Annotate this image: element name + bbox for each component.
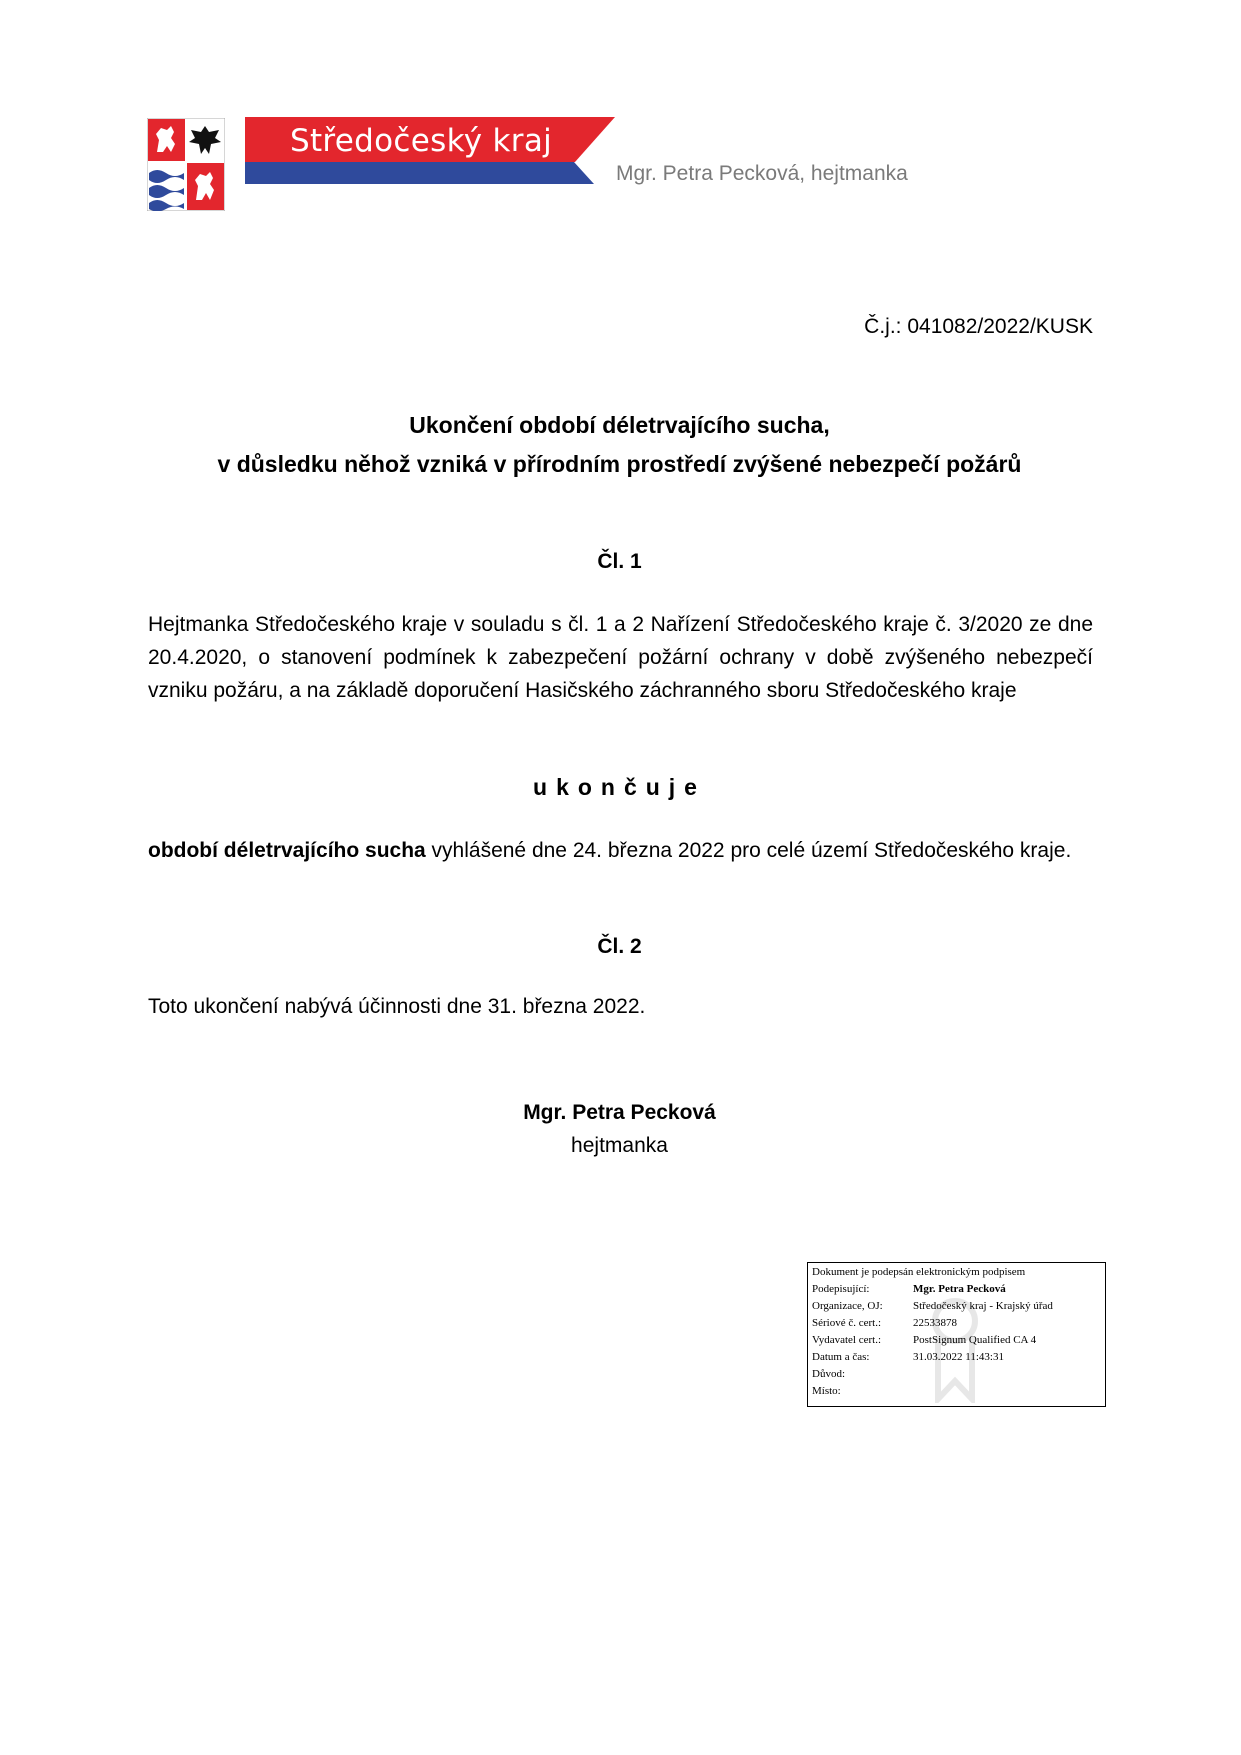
header-subtitle: Mgr. Petra Pecková, hejtmanka [616, 162, 908, 185]
esign-label: Organizace, OJ: [812, 1300, 883, 1312]
esign-heading: Dokument je podepsán elektronickým podpisem [812, 1266, 1026, 1278]
esign-label: Datum a čas: [812, 1351, 870, 1363]
coat-of-arms-logo [147, 118, 225, 211]
reference-number: Č.j.: 041082/2022/KUSK [864, 315, 1093, 338]
decision-statement [148, 834, 1093, 867]
decision-subject: období déletrvajícího sucha [148, 839, 426, 862]
decision-word: ukončuje [533, 774, 706, 800]
article-1-text: Hejtmanka Středočeského kraje v souladu s čl. 1 a 2 Nařízení Středočeského kraje č. 3/2020 ze dne 20.4.2020, o stanovení podmínek k zabezpečení požární ochrany v době zvýšeného nebezpečí vzniku požáru, a na základě doporučení Hasičského záchranného sboru Středočeského kraje [148, 613, 1093, 702]
article-1-heading: Čl. 1 [597, 550, 642, 573]
esign-value: PostSignum Qualified CA 4 [913, 1334, 1037, 1346]
esign-value: Středočeský kraj - Krajský úřad [913, 1300, 1053, 1312]
esign-label: Vydavatel cert.: [812, 1334, 882, 1346]
esign-label: Důvod: [812, 1368, 845, 1380]
decision-details: vyhlášené dne 24. března 2022 pro celé území Středočeského kraje. [425, 839, 1072, 862]
esign-label: Místo: [812, 1385, 841, 1397]
electronic-signature-box [807, 1262, 1106, 1407]
esign-label: Podepisující: [812, 1283, 870, 1295]
document-title-line1: Ukončení období déletrvajícího sucha, [409, 412, 830, 438]
signatory-name: Mgr. Petra Pecková [523, 1101, 716, 1124]
esign-label: Sériové č. cert.: [812, 1317, 882, 1329]
brand-name: Středočeský kraj [290, 123, 553, 159]
esign-value: Mgr. Petra Pecková [913, 1283, 1006, 1295]
signatory-role: hejtmanka [571, 1134, 668, 1157]
esign-value: 31.03.2022 11:43:31 [913, 1351, 1004, 1363]
article-2-text: Toto ukončení nabývá účinnosti dne 31. března 2022. [148, 995, 646, 1018]
esign-value: 22533878 [913, 1317, 957, 1329]
article-2-heading: Čl. 2 [597, 935, 642, 958]
document-title-line2: v důsledku něhož vzniká v přírodním prostředí zvýšené nebezpečí požárů [217, 451, 1022, 477]
